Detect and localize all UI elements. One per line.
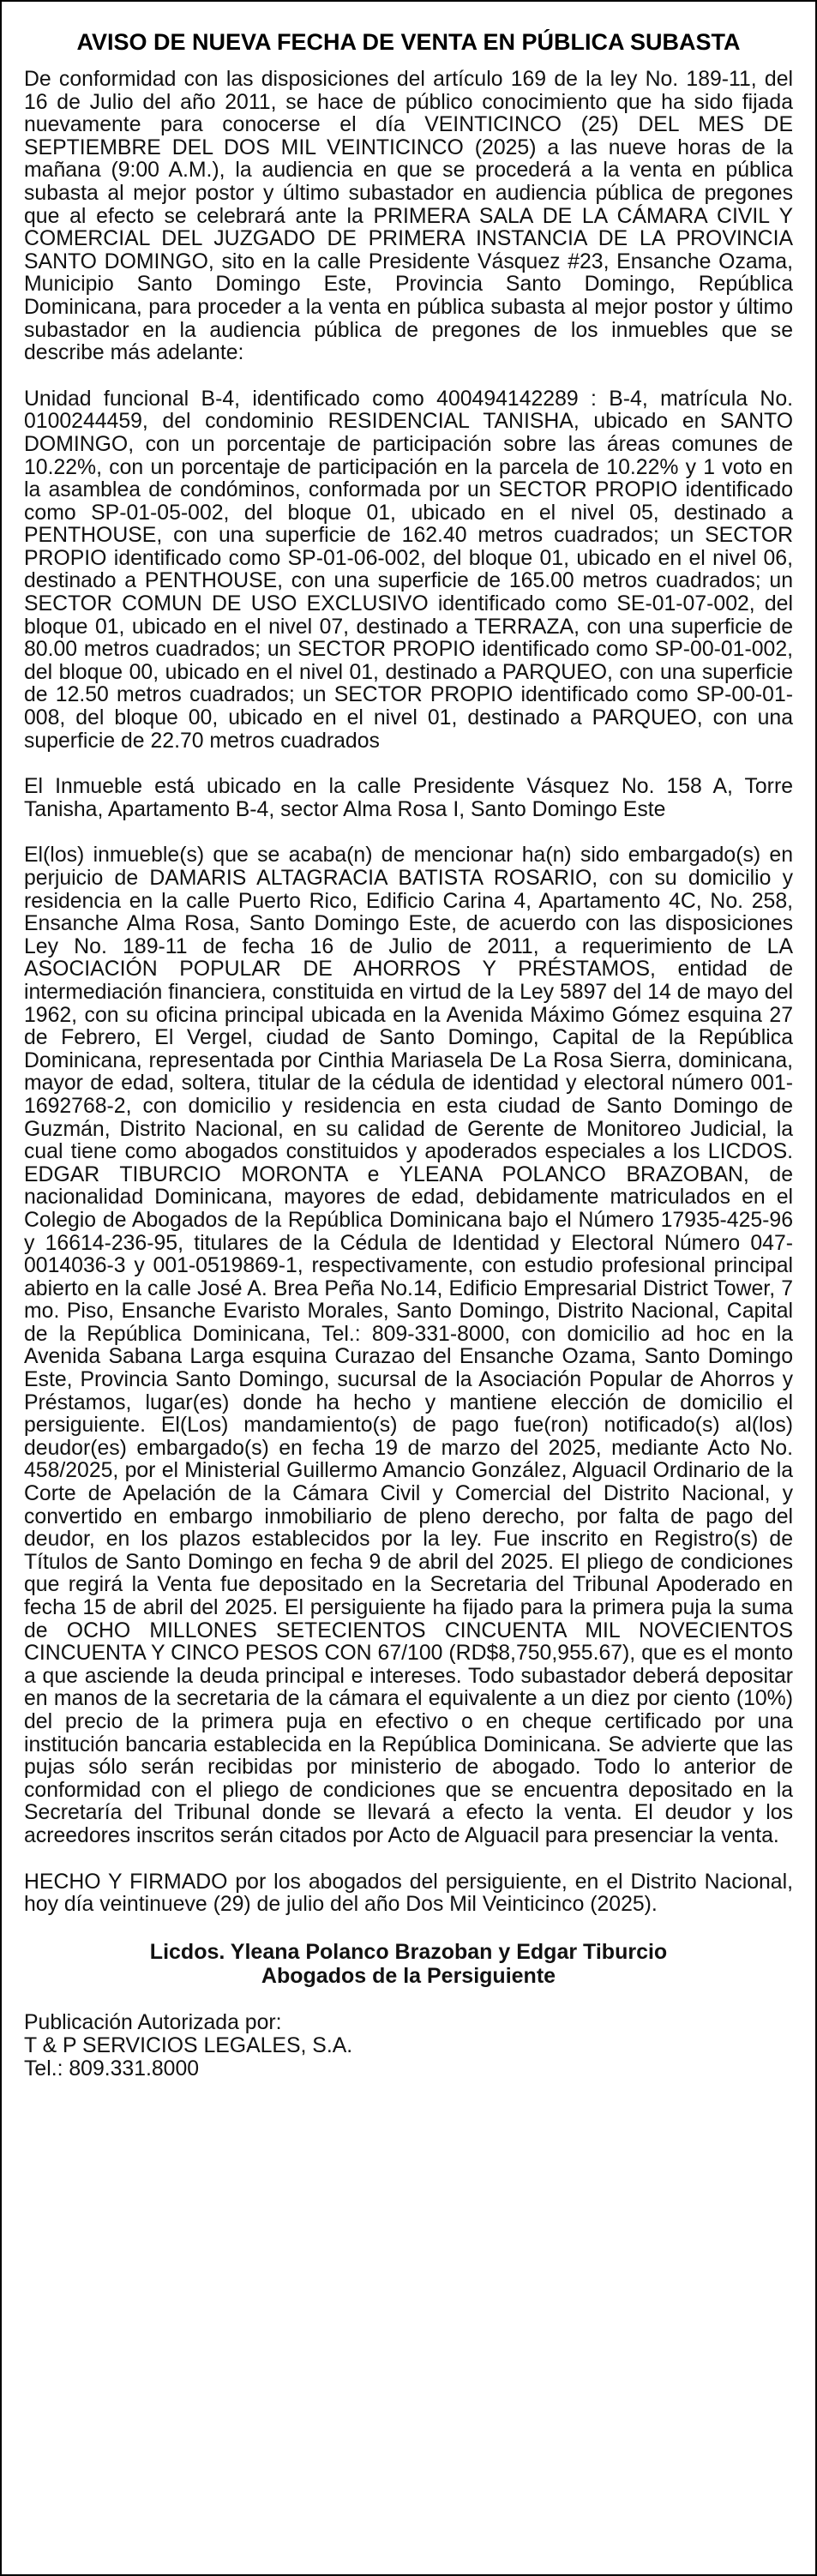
notice-title: AVISO DE NUEVA FECHA DE VENTA EN PÚBLICA SUBASTA bbox=[76, 29, 741, 55]
property-description-paragraph: Unidad funcional B-4, identificado como 400494142289 : B-4, matrícula No. 0100244459, del condominio RESIDENCIAL TANISHA, ubicado en SANTO DOMINGO, con un porcentaje de participación sobre las áreas comunes de 10.22%, con un porcentaje de participación en la parcela de 10.22% y 1 voto en la asamblea de condóminos, conformada por un SECTOR PROPIO identificado como SP-01-05-002, del bloque 01, ubicado en el nivel 05, destinado a PENTHOUSE, con una superficie de 162.40 metros cuadrados; un SECTOR PROPIO identificado como SP-01-06-002, del bloque 01, ubicado en el nivel 06, destinado a PENTHOUSE, con una superficie de 165.00 metros cuadrados; un SECTOR COMUN DE USO EXCLUSIVO identificado como SE-01-07-002, del bloque 01, ubicado en el nivel 07, destinado a TERRAZA, con una superficie de 80.00 metros cuadrados; un SECTOR PROPIO identificado como SP-00-01-002, del bloque 00, ubicado en el nivel 01, destinado a PARQUEO, con una superficie de 12.50 metros cuadrados; un SECTOR PROPIO identificado como SP-00-01-008, del bloque 00, ubicado en el nivel 01, destinado a PARQUEO, con una superficie de 22.70 metros cuadrados bbox=[24, 387, 793, 753]
property-location-paragraph: El Inmueble está ubicado en la calle Presidente Vásquez No. 158 A, Torre Tanisha, Apartamento B-4, sector Alma Rosa I, Santo Domingo Este bbox=[24, 775, 793, 821]
publisher-name: T & P SERVICIOS LEGALES, S.A. bbox=[24, 2033, 353, 2057]
signature-names: Licdos. Yleana Polanco Brazoban y Edgar Tiburcio bbox=[149, 1939, 668, 1964]
signed-paragraph: HECHO Y FIRMADO por los abogados del persiguiente, en el Distrito Nacional, hoy día veintinueve (29) de julio del año Dos Mil Veinticinco (2025). bbox=[24, 1870, 793, 1917]
publisher-label: Publicación Autorizada por: bbox=[24, 2010, 282, 2034]
publisher-block bbox=[24, 2011, 793, 2081]
signature-role: Abogados de la Persiguiente bbox=[261, 1963, 556, 1988]
publisher-phone: Tel.: 809.331.8000 bbox=[24, 2057, 200, 2081]
seizure-details-paragraph: El(los) inmueble(s) que se acaba(n) de mencionar ha(n) sido embargado(s) en perjuicio de DAMARIS ALTAGRACIA BATISTA ROSARIO, con su domicilio y residencia en la calle Puerto Rico, Edificio Carina 4, Apartamento 4C, No. 258, Ensanche Alma Rosa, Santo Domingo Este, de acuerdo con las disposiciones Ley No. 189-11 de fecha 16 de Julio de 2011, a requerimiento de LA ASOCIACIÓN POPULAR DE AHORROS Y PRÉSTAMOS, entidad de intermediación financiera, constituida en virtud de la Ley 5897 del 14 de mayo del 1962, con su oficina principal ubicada en la Avenida Máximo Gómez esquina 27 de Febrero, El Vergel, ciudad de Santo Domingo, Capital de la República Dominicana, representada por Cinthia Mariasela De La Rosa Sierra, dominicana, mayor de edad, soltera, titular de la cédula de identidad y electoral número 001-1692768-2, con domicilio y residencia en esta ciudad de Santo Domingo de Guzmán, Distrito Nacional, en su calidad de Gerente de Monitoreo Judicial, la cual tiene como abogados constituidos y apoderados especiales a los LICDOS. EDGAR TIBURCIO MORONTA e YLEANA POLANCO BRAZOBAN, de nacionalidad Dominicana, mayores de edad, debidamente matriculados en el Colegio de Abogados de la República Dominicana bajo el Número 17935-425-96 y 16614-236-95, titulares de la Cédula de Identidad y Electoral Número 047-0014036-3 y 001-0519869-1, respectivamente, con estudio profesional principal abierto en la calle José A. Brea Peña No.14, Edificio Empresarial District Tower, 7 mo. Piso, Ensanche Evaristo Morales, Santo Domingo, Distrito Nacional, Capital de la República Dominicana, Tel.: 809-331-8000, con domicilio ad hoc en la Avenida Sabana Larga esquina Curazao del Ensanche Ozama, Santo Domingo Este, Provincia Santo Domingo, sucursal de la Asociación Popular de Ahorros y Préstamos, lugar(es) donde ha hecho y mantiene elección de domicilio el persiguiente. El(Los) mandamiento(s) de pago fue(ron) notificado(s) al(los) deudor(es) embargado(s) en fecha 19 de marzo del 2025, mediante Acto No. 458/2025, por el Ministerial Guillermo Amancio González, Alguacil Ordinario de la Corte de Apelación de la Cámara Civil y Comercial del Distrito Nacional, y convertido en embargo inmobiliario de pleno derecho, por falta de pago del deudor, en los plazos establecidos por la ley. Fue inscrito en Registro(s) de Títulos de Santo Domingo en fecha 9 de abril del 2025. El pliego de condiciones que regirá la Venta fue depositado en la Secretaria del Tribunal Apoderado en fecha 15 de abril del 2025. El persiguiente ha fijado para la primera puja la suma de OCHO MILLONES SETECIENTOS CINCUENTA MIL NOVECIENTOS CINCUENTA Y CINCO PESOS CON 67/100 (RD$8,750,955.67), que es el monto a que asciende la deuda principal e intereses. Todo subastador deberá depositar en manos de la secretaria de la cámara el equivalente a un diez por ciento (10%) del precio de la primera puja en efectivo o en cheque certificado por una institución bancaria establecida en la República Dominicana. Se advierte que las pujas sólo serán recibidas por ministerio de abogado. Todo lo anterior de conformidad con el pliego de condiciones que se encuentra depositado en la Secretaría del Tribunal donde se llevará a efecto la venta. El deudor y los acreedores inscritos serán citados por Acto de Alguacil para presenciar la venta. bbox=[24, 844, 793, 1847]
signature-block bbox=[24, 1940, 793, 1988]
intro-paragraph: De conformidad con las disposiciones del artículo 169 de la ley No. 189-11, del 16 de Julio del año 2011, se hace de público conocimiento que ha sido fijada nuevamente para conocerse el día VEINTICINCO (25) DEL MES DE SEPTIEMBRE DEL DOS MIL VEINTICINCO (2025) a las nueve horas de la mañana (9:00 A.M.), la audiencia en que se procederá a la venta en pública subasta al mejor postor y último subastador en audiencia pública de pregones que al efecto se celebrará ante la PRIMERA SALA DE LA CÁMARA CIVIL Y COMERCIAL DEL JUZGADO DE PRIMERA INSTANCIA DE LA PROVINCIA SANTO DOMINGO, sito en la calle Presidente Vásquez #23, Ensanche Ozama, Municipio Santo Domingo Este, Provincia Santo Domingo, República Dominicana, para proceder a la venta en pública subasta al mejor postor y último subastador en la audiencia pública de pregones de los inmuebles que se describe más adelante: bbox=[24, 68, 793, 365]
